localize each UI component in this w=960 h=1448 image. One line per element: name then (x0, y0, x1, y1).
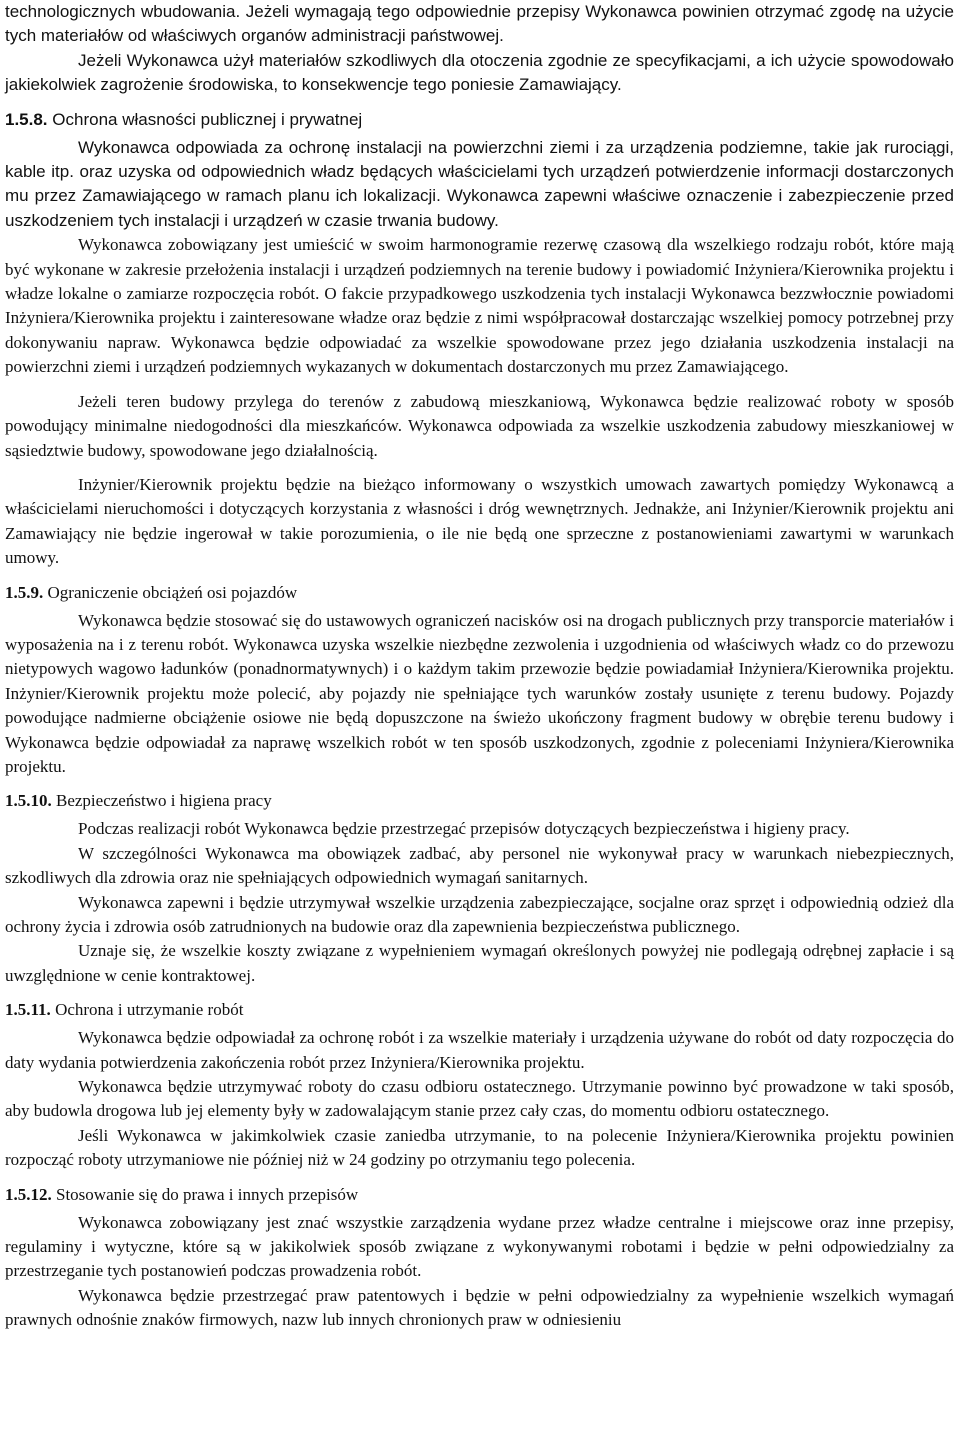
paragraph-continuation: technologicznych wbudowania. Jeżeli wymagają tego odpowiednie przepisy Wykonawca powinien otrzymać zgodę na użycie tych materiałów od właściwych organów administracji państwowej. (5, 2, 954, 46)
section-title: Ograniczenie obciążeń osi pojazdów (47, 582, 298, 602)
section-title: Ochrona i utrzymanie robót (55, 1000, 244, 1020)
section-number: 1.5.10. (5, 791, 52, 811)
section-number: 1.5.12. (5, 1184, 52, 1204)
paragraph: Wykonawca zobowiązany jest znać wszystkie zarządzenia wydane przez władze centralne i miejscowe oraz inne przepisy, regulaminy i wytyczne, które są w jakikolwiek sposób związane z wykonywanymi robotami i będzie w pełni odpowiedzialny za przestrzeganie tych postanowień podczas prowadzenia robót. (5, 1212, 954, 1281)
section-heading-1-5-8 (5, 108, 954, 132)
paragraph: Wykonawca będzie stosować się do ustawowych ograniczeń nacisków osi na drogach publicznych przy transporcie materiałów i wyposażenia na i z terenu robót. Wykonawca uzyska wszelkie niezbędne zezwolenia i uzgodnienia od właściwych władz co do przewozu nietypowych wagowo ładunków (ponadnormatywnych) i o każdym takim przewozie będzie powiadamiał Inżyniera/Kierownika projektu. Inżynier/Kierownik projektu może polecić, aby pojazdy nie spełniające tych warunków zostały usunięte z terenu budowy. Pojazdy powodujące nadmierne obciążenie osiowe nie będą dopuszczone na świeżo ukończony fragment budowy w obrębie terenu budowy i Wykonawca będzie odpowiadał za naprawę wszelkich robót w ten sposób uszkodzonych, zgodnie z poleceniami Inżyniera/Kierownika projektu. (5, 610, 954, 776)
section-heading-1-5-12 (5, 1183, 954, 1207)
paragraph: Wykonawca zobowiązany jest umieścić w swoim harmonogramie rezerwę czasową dla wszelkiego rodzaju robót, które mają być wykonane w zakresie przełożenia instalacji i urządzeń podziemnych na terenie budowy i powiadomić Inżyniera/Kierownika projektu i władze lokalne o zamiarze rozpoczęcia robót. O fakcie przypadkowego uszkodzenia tych instalacji Wykonawca bezzwłocznie powiadomi Inżyniera/Kierownika projektu i zainteresowane władze oraz będzie z nimi współpracował dostarczając wszelkiej pomocy potrzebnej przy dokonywaniu napraw. Wykonawca będzie odpowiadać za wszelkie spowodowane przez jego działania uszkodzenia instalacji na powierzchni ziemi i urządzeń podziemnych wykazanych w dokumentach dostarczonych mu przez Zamawiającego. (5, 235, 954, 377)
paragraph-harmful-materials: Jeżeli Wykonawca użył materiałów szkodliwych dla otoczenia zgodnie ze specyfikacjami, a ich użycie spowodowało jakiekolwiek zagrożenie środowiska, to konsekwencje tego poniesie Zamawiający. (5, 50, 954, 95)
section-heading-1-5-10 (5, 789, 954, 813)
paragraph: Wykonawca będzie odpowiadał za ochronę robót i za wszelkie materiały i urządzenia używane do robót od daty rozpoczęcia do daty wydania potwierdzenia zakończenia robót przez Inżyniera/Kierownika projektu. (5, 1028, 954, 1072)
section-title: Stosowanie się do prawa i innych przepisów (56, 1184, 359, 1204)
section-number: 1.5.11. (5, 1000, 51, 1020)
paragraph: Podczas realizacji robót Wykonawca będzie przestrzegać przepisów dotyczących bezpieczeństwa i higieny pracy. (78, 819, 850, 839)
paragraph: Jeśli Wykonawca w jakimkolwiek czasie zaniedba utrzymanie, to na polecenie Inżyniera/Kierownika projektu powinien rozpocząć roboty utrzymaniowe nie później niż w 24 godziny po otrzymaniu tego polecenia. (5, 1125, 954, 1170)
section-number: 1.5.8. (5, 109, 48, 129)
section-title: Bezpieczeństwo i higiena pracy (56, 791, 272, 811)
paragraph: W szczególności Wykonawca ma obowiązek zadbać, aby personel nie wykonywał pracy w warunkach niebezpiecznych, szkodliwych dla zdrowia oraz nie spełniających odpowiednich wymagań sanitarnych. (5, 843, 954, 888)
section-heading-1-5-11 (5, 998, 954, 1022)
section-number: 1.5.9. (5, 582, 44, 602)
paragraph: Uznaje się, że wszelkie koszty związane z wypełnieniem wymagań określonych powyżej nie podlegają odrębnej zapłacie i są uwzględnione w cenie kontraktowej. (5, 941, 954, 985)
section-heading-1-5-9 (5, 581, 954, 605)
paragraph: Wykonawca zapewni i będzie utrzymywał wszelkie urządzenia zabezpieczające, socjalne oraz sprzęt i odpowiednią odzież dla ochrony życia i zdrowia osób zatrudnionych na budowie oraz dla zapewnienia bezpieczeństwa publicznego. (5, 892, 954, 936)
paragraph: Wykonawca będzie utrzymywać roboty do czasu odbioru ostatecznego. Utrzymanie powinno być prowadzone w taki sposób, aby budowla drogowa lub jej elementy były w zadowalającym stanie przez cały czas, do momentu odbioru ostatecznego. (5, 1077, 954, 1121)
paragraph: Wykonawca będzie przestrzegać praw patentowych i będzie w pełni odpowiedzialny za wypełnienie wszelkich wymagań prawnych odnośnie znaków firmowych, nazw lub innych chronionych praw w odniesieniu (5, 1285, 954, 1330)
paragraph: Wykonawca odpowiada za ochronę instalacji na powierzchni ziemi i za urządzenia podziemne, takie jak rurociągi, kable itp. oraz uzyska od odpowiednich władz będących właścicielami tych urządzeń potwierdzenie informacji dostarczonych mu przez Zamawiającego w ramach planu ich lokalizacji. Wykonawca zapewni właściwe oznaczenie i zabezpieczenie przed uszkodzeniem tych instalacji i urządzeń w czasie trwania budowy. (5, 137, 954, 230)
section-title: Ochrona własności publicznej i prywatnej (52, 109, 363, 129)
paragraph: Inżynier/Kierownik projektu będzie na bieżąco informowany o wszystkich umowach zawartych pomiędzy Wykonawcą a właścicielami nieruchomości i dotyczących korzystania z własności i dróg wewnętrznych. Jednakże, ani Inżynier/Kierownik projektu ani Zamawiający nie będzie ingerował w takie porozumienia, o ile nie będą one sprzeczne z postanowieniami zawartymi w warunkach umowy. (5, 474, 954, 568)
paragraph: Jeżeli teren budowy przylega do terenów z zabudową mieszkaniową, Wykonawca będzie realizować roboty w sposób powodujący minimalne niedogodności dla mieszkańców. Wykonawca odpowiada za wszelkie uszkodzenia zabudowy mieszkaniowej w sąsiedztwie budowy, spowodowane jego działalnością. (5, 391, 954, 460)
